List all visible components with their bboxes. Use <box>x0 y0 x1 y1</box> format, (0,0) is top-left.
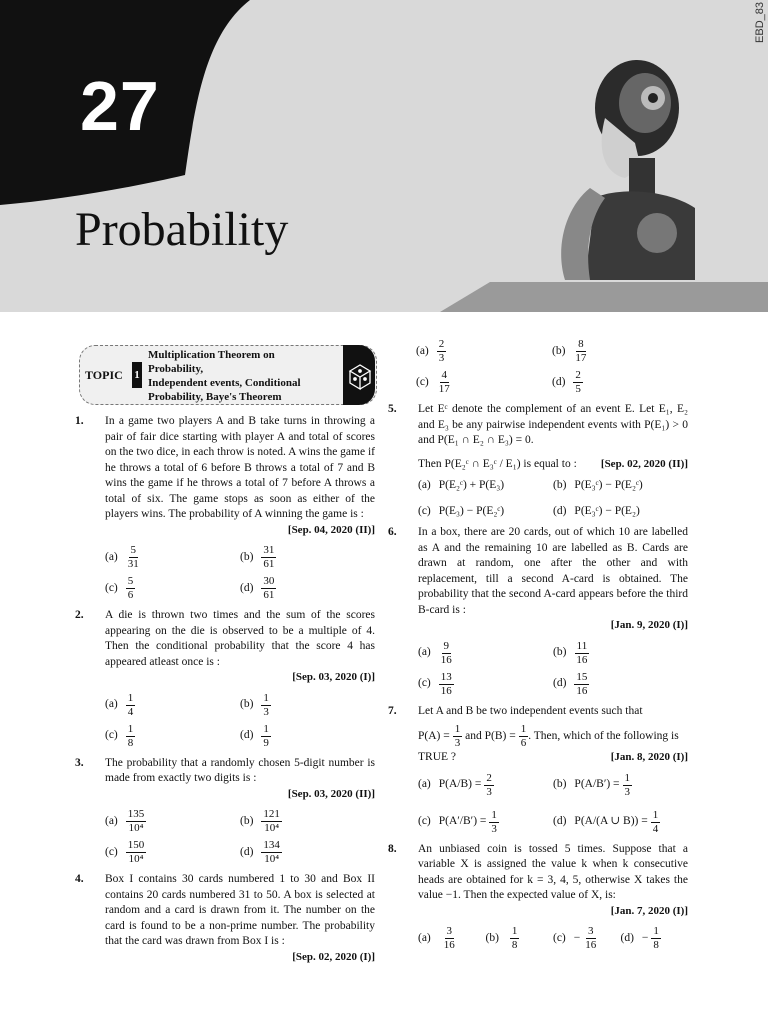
question-6: 6. In a box, there are 20 cards, out of which 10 are labelled as A and the remaining 10 are labelled as B. Cards are drawn at random, one after the other and with replacement, till a second A-card is obtained. The probability that the second A-card appears before the third B-card is : [Jan. 9, 2020 (I)] <box>388 525 688 634</box>
option-d[interactable]: (d) − $\frac{1}{8}$ <box>620 925 659 951</box>
option-b[interactable]: (b) $\frac{1}{3}$ <box>240 691 269 718</box>
question-source: [Sep. 04, 2020 (II)] <box>287 523 375 536</box>
option-d[interactable]: (d) $\frac{1}{9}$ <box>240 722 269 749</box>
question-2: 2. A die is thrown two times and the sum of the scores appearing on the die is observed to be a multiple of 4. Then the conditional probability that the score 4 has appeared atleast once is : [Sep. 03, 2020 (I)] <box>75 608 375 686</box>
question-6-options <box>388 640 688 698</box>
option-c[interactable]: (c) P(E₃) − P(E₂ᶜ) <box>418 504 505 517</box>
option-a[interactable]: (a) $\frac{5}{31}$ <box>105 544 139 570</box>
option-c[interactable]: (c) P(A′/B′) = $\frac{1}{3}$ <box>418 808 497 835</box>
option-c[interactable]: (c) − $\frac{3}{16}$ <box>553 925 597 951</box>
dice-icon <box>343 345 375 405</box>
option-c[interactable]: (c) $\frac{13}{16}$ <box>418 670 452 697</box>
question-8: 8. An unbiased coin is tossed 5 times. Suppose that a variable X is assigned the value k when k consecutive heads are obtained for k = 3, 4, 5, otherwise X takes the value −1. Then the expected value of X, is: [Jan. 7, 2020 (I)] <box>388 842 688 920</box>
option-d[interactable]: (d) P(A/(A ∪ B)) = $\frac{1}{4}$ <box>553 808 659 835</box>
question-source: [Jan. 7, 2020 (I)] <box>610 904 688 917</box>
question-7: 7. Let A and B be two independent events such that P(A) = $\frac{1}{3}$ and P(B) = $\frac{1}{6}$ . Then, which of the following is TRUE ? [Jan. 8, 2020 (I)] <box>388 704 688 766</box>
option-a[interactable]: (a) P(A/B) = $\frac{2}{3}$ <box>418 771 492 798</box>
option-b[interactable]: (b) $\frac{8}{17}$ <box>552 338 587 364</box>
question-text: Box I contains 30 cards numbered 1 to 30 and Box II contains 20 cards numbered 31 to 50. A box is selected at random and a card is drawn from it. The number on the card is found to be a non-prime number. The probability that the card was drawn from Box I is : <box>105 873 375 947</box>
question-text-2: Then P(E₂ᶜ ∩ E₃ᶜ / E₁) is equal to : <box>418 457 577 470</box>
option-c[interactable]: (c) $\frac{150}{\text{10⁴}}$ <box>105 839 145 865</box>
question-4: 4. Box I contains 30 cards numbered 1 to 30 and Box II contains 20 cards numbered 31 to 50. A box is selected at random and a card is drawn from it. The number on the card is found to be a non-prime number. The probability that the card was drawn from Box I is : [Sep. 02, 2020 (I)] <box>75 872 375 965</box>
question-source: [Sep. 02, 2020 (I)] <box>292 950 375 963</box>
question-source: [Jan. 9, 2020 (I)] <box>610 619 688 631</box>
option-b[interactable]: (b) $\frac{31}{61}$ <box>240 544 275 570</box>
question-text: Let Eᶜ denote the complement of an event E. Let E₁, E₂ and E₃ be any pairwise independent events with P(E₁) > 0 and P(E₁ ∩ E₂ ∩ E₃) = 0. <box>418 403 688 446</box>
question-8-options <box>388 925 688 952</box>
question-text: The probability that a randomly chosen 5-digit number is made from exactly two digits is : <box>105 756 375 784</box>
question-7-options <box>388 772 688 836</box>
option-d[interactable]: (d) $\frac{15}{16}$ <box>553 670 588 697</box>
topic-box <box>75 344 375 406</box>
question-text: Let A and B be two independent events such that <box>418 704 643 717</box>
question-text: An unbiased coin is tossed 5 times. Suppose that a variable X is assigned the value k when k consecutive heads are obtained for k = 3, 4, 5, otherwise X takes the value −1. Then the expected value of X, is: <box>418 842 688 901</box>
question-source: [Sep. 03, 2020 (II)] <box>287 787 375 800</box>
option-d[interactable]: (d) P(E₃ᶜ) − P(E₂) <box>553 504 640 517</box>
question-text: In a box, there are 20 cards, out of which 10 are labelled as A and the remaining 10 are labelled as B. Cards are drawn at random, one after the other and with replacement, till a second A-card is obtained. The probability that the second A-card appears before the third B-card is : <box>418 526 688 616</box>
option-a[interactable]: (a) $\frac{135}{\text{10⁴}}$ <box>105 808 145 834</box>
question-source: [Sep. 02, 2020 (II)] <box>600 457 688 470</box>
question-4-options <box>388 338 688 396</box>
question-3: 3. The probability that a randomly chosen 5-digit number is made from exactly two digits is : [Sep. 03, 2020 (II)] <box>75 756 375 803</box>
option-c[interactable]: (c) $\frac{4}{17}$ <box>416 369 450 395</box>
option-a[interactable]: (a) P(E₂ᶜ) + P(E₃) <box>418 479 505 491</box>
option-b[interactable]: (b) P(A/B′) = $\frac{1}{3}$ <box>553 771 631 798</box>
option-d[interactable]: (d) $\frac{2}{5}$ <box>552 369 581 395</box>
chapter-number: 27 <box>80 67 160 145</box>
question-source: [Sep. 03, 2020 (I)] <box>292 671 375 683</box>
option-a[interactable]: (a) $\frac{1}{4}$ <box>105 691 134 718</box>
page-code: EBD_83 <box>754 2 766 43</box>
question-5: 5. Let Eᶜ denote the complement of an event E. Let E₁, E₂ and E₃ be any pairwise independent events with P(E₁) > 0 and P(E₁ ∩ E₂ ∩ E₃) = 0. Then P(E₂ᶜ ∩ E₃ᶜ / E₁) is equal to : [Sep. 02, 2020 (II)] <box>388 402 688 472</box>
chapter-title: Probability <box>75 203 289 256</box>
topic-label: TOPIC <box>85 368 123 382</box>
option-b[interactable]: (b) P(E₃ᶜ) − P(E₂ᶜ) <box>553 479 643 491</box>
option-b[interactable]: (b) $\frac{121}{\text{10⁴}}$ <box>240 808 280 834</box>
question-1-options <box>75 544 375 602</box>
question-text: In a game two players A and B take turns in throwing a pair of fair dice starting with player A and total of scores on the two dice, in each throw is noted. A wins the game if he throws a total of 6 before B throws a total of 7 and B wins the game if he throws a total of 7 before A throws a total of six. The game stops as soon as either of the players wins. The probability of A winning the game is : <box>105 415 375 520</box>
option-a[interactable]: (a) $\frac{3}{16}$ <box>418 925 455 951</box>
option-c[interactable]: (c) $\frac{5}{6}$ <box>105 575 134 601</box>
topic-title: Multiplication Theorem on Probability, Independent events, Conditional Probability, Baye's Theorem <box>148 349 301 403</box>
option-b[interactable]: (b) $\frac{1}{8}$ <box>485 925 518 951</box>
right-column <box>388 318 688 958</box>
question-1: 1. In a game two players A and B take turns in throwing a pair of fair dice starting with player A and total of scores on the two dice, in each throw is noted. A wins the game if he throws a total of 6 before B throws a total of 7 and B wins the game if he throws a total of 7 before A throws a total of six. The game stops as soon as either of the players wins. The probability of A winning the game is : [Sep. 04, 2020 (II)] <box>75 414 375 538</box>
option-d[interactable]: (d) $\frac{134}{\text{10⁴}}$ <box>240 839 280 865</box>
chapter-header <box>0 0 768 312</box>
question-5-options <box>388 478 688 519</box>
option-a[interactable]: (a) $\frac{9}{16}$ <box>418 639 452 666</box>
question-3-options <box>75 808 375 866</box>
option-b[interactable]: (b) $\frac{11}{16}$ <box>553 639 588 666</box>
option-d[interactable]: (d) $\frac{30}{61}$ <box>240 575 275 601</box>
question-text: A die is thrown two times and the sum of the scores appearing on the die is observed to be a multiple of 4. Then the conditional probability that the score 4 has appeared atleast once is : <box>105 609 375 668</box>
robot-image <box>545 48 695 280</box>
option-a[interactable]: (a) $\frac{2}{3}$ <box>416 338 445 364</box>
option-c[interactable]: (c) $\frac{1}{8}$ <box>105 722 134 749</box>
question-2-options <box>75 692 375 750</box>
left-column <box>75 318 375 971</box>
topic-number: 1 <box>132 362 142 388</box>
question-source: [Jan. 8, 2020 (I)] <box>610 751 688 763</box>
